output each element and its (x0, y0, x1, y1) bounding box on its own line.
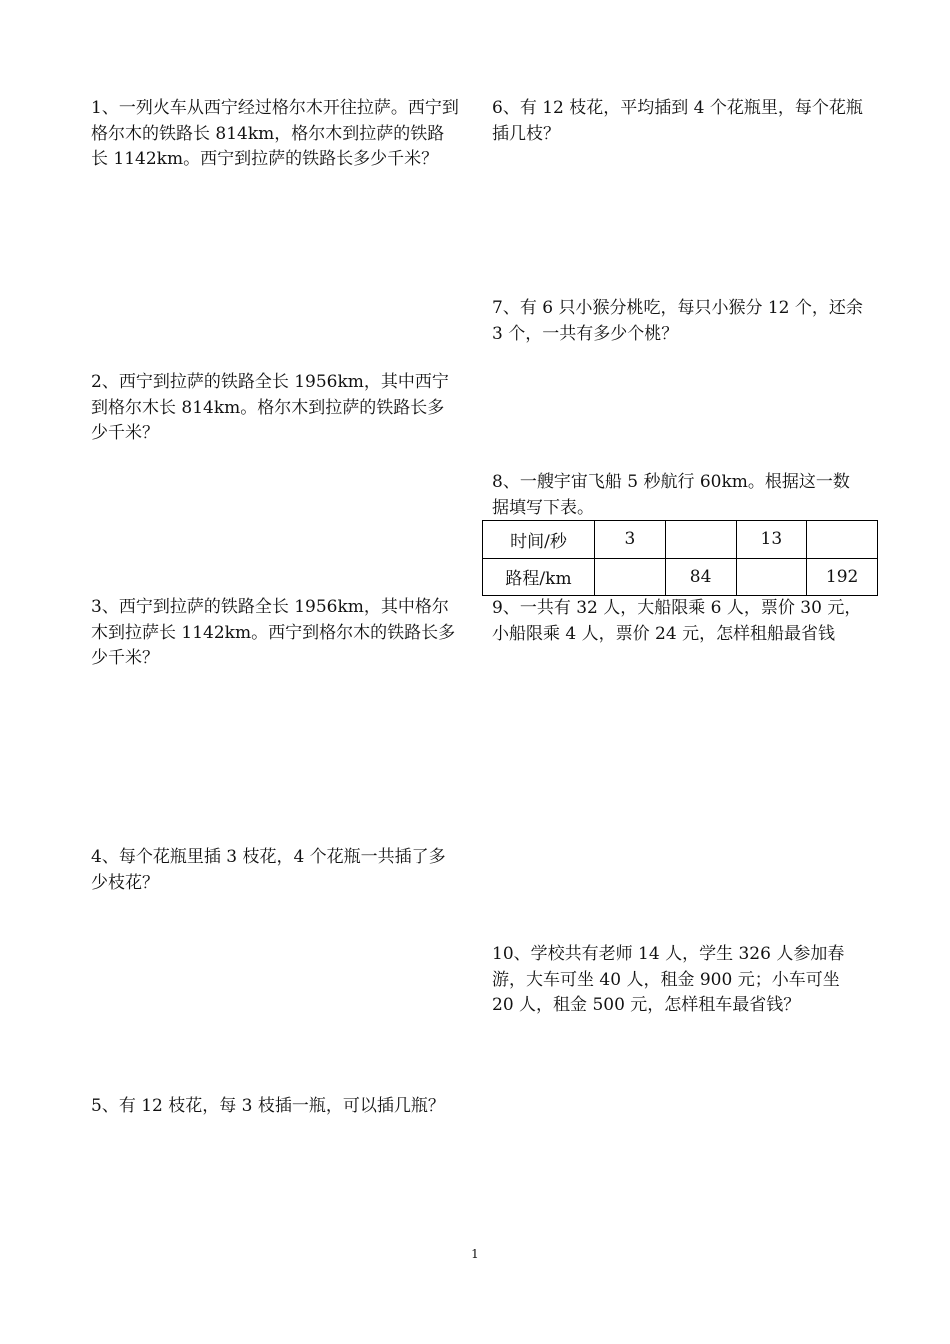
table-row-distance (483, 558, 878, 596)
question-4: 4、每个花瓶里插 3 枝花，4 个花瓶一共插了多少枝花？ (91, 847, 446, 893)
table-header-distance: 路程/km (483, 558, 595, 596)
table-cell-blank[interactable] (736, 558, 807, 596)
table-cell: 13 (736, 521, 807, 559)
table-header-time: 时间/秒 (483, 521, 595, 559)
question-8: 8、一艘宇宙飞船 5 秒航行 60km。根据这一数据填写下表。 (492, 472, 850, 518)
question-2: 2、西宁到拉萨的铁路全长 1956km，其中西宁到格尔木长 814km。格尔木到拉萨的铁路长多少千米？ (91, 372, 449, 443)
table-cell-blank[interactable] (807, 521, 878, 559)
table-cell-blank[interactable] (595, 558, 666, 596)
table-row-time (483, 521, 878, 559)
question-9: 9、一共有 32 人，大船限乘 6 人，票价 30 元，小船限乘 4 人，票价 24 元，怎样租船最省钱 (492, 598, 862, 644)
question-10: 10、学校共有老师 14 人，学生 326 人参加春游，大车可坐 40 人，租金 900 元；小车可坐 20 人，租金 500 元，怎样租车最省钱？ (492, 944, 845, 1015)
table-cell: 3 (595, 521, 666, 559)
page-number: 1 (471, 1247, 479, 1261)
table-cell: 84 (665, 558, 736, 596)
table-cell-blank[interactable] (665, 521, 736, 559)
question-3: 3、西宁到拉萨的铁路全长 1956km，其中格尔木到拉萨长 1142km。西宁到格尔木的铁路长多少千米？ (91, 597, 456, 668)
table-cell: 192 (807, 558, 878, 596)
question-1: 1、一列火车从西宁经过格尔木开往拉萨。西宁到格尔木的铁路长 814km，格尔木到拉萨的铁路长 1142km。西宁到拉萨的铁路长多少千米？ (91, 98, 459, 169)
time-distance-table (482, 520, 878, 596)
question-7: 7、有 6 只小猴分桃吃，每只小猴分 12 个，还余 3 个，一共有多少个桃？ (492, 298, 863, 344)
question-5: 5、有 12 枝花，每 3 枝插一瓶，可以插几瓶？ (91, 1096, 445, 1116)
question-6: 6、有 12 枝花，平均插到 4 个花瓶里，每个花瓶插几枝？ (492, 98, 863, 144)
